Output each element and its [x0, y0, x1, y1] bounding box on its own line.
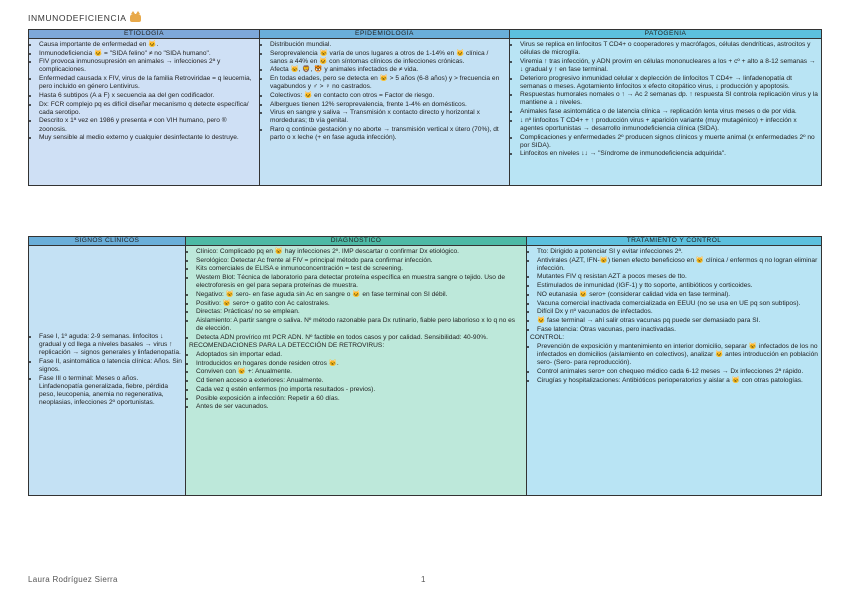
list-item: • Adoptados sin importar edad.	[196, 351, 523, 359]
list-item: • Seroprevalencia 🐱 varía de unos lugares a otros de 1-14% en 🐱 clínica / sanos a 44% en 🐱 con síntomas clínicos de infecciones crónicas.	[270, 50, 506, 66]
list-item: • Inmunodeficiencia 🐱 = "SIDA felino" ≠ no "SIDA humano".	[39, 50, 256, 58]
list-item: • NO eutanasia 🐱 sero+ (considerar calidad vida en fase terminal).	[537, 291, 818, 299]
list-item: • Prevención de exposición y mantenimiento en interior domicilio, separar 🐱 infectados de los no infectados en domicilios (aislamiento en colectivos), analizar 🐱 antes introducción en población sero- (Sero- para reproducción).	[537, 343, 818, 367]
header-diagnostico: DIAGNÓSTICO	[186, 237, 527, 246]
page-title: INMUNODEFICIENCIA	[28, 13, 142, 23]
table-clinical	[28, 236, 822, 496]
list-item: • Mutantes FIV q resistan AZT a pocos meses de tto.	[537, 273, 818, 281]
list-item: • En todas edades, pero se detecta en 🐱 > 5 años (6-8 años) y > frecuencia en vagabundos y ♂ > ♀ no castrados.	[270, 75, 506, 91]
list-item: • Fase II, asintomática o latencia clínica: Años. Sin signos.	[39, 358, 182, 374]
list-item: • Detecta ADN provírico mt PCR ADN. Nº factible en todos casos y por calidad. Sensibilidad: 40-90%.	[196, 334, 523, 342]
list-item: • Aislamiento: A partir sangre o saliva. Nº método razonable para Dx rutinario, fiable pero laborioso x lo q no es de elección.	[196, 317, 523, 333]
list-item: • Colectivos: 🐱 en contacto con otros = Factor de riesgo.	[270, 92, 506, 100]
list-item: • Cada vez q estén enfermos (no importa resultados - previos).	[196, 386, 523, 394]
list-item: • Enfermedad causada x FIV, virus de la familia Retroviridae = q leucemia, pero incluido en género Lentivirus.	[39, 75, 256, 91]
cell-epidemiologia	[260, 39, 510, 186]
table-overview	[28, 29, 822, 186]
header-patogenia: PATOGENIA	[510, 30, 822, 39]
list-item: • Virus se replica en linfocitos T CD4+ o cooperadores y macrófagos, células dendríticas, astrocitos y células de microglía.	[520, 41, 818, 57]
list-item: • FIV provoca inmunosupresión en animales → infecciones 2ª y complicaciones.	[39, 58, 256, 74]
list-item: • Causa importante de enfermedad en 🐱.	[39, 41, 256, 49]
list-item: • ↓ nº linfocitos T CD4+ + ↑ producción virus + aparición variante (muy mutagénico) + infección x agentes oportunistas → desarrollo inmunodeficiencia clínica (SIDA).	[520, 117, 818, 133]
list-item: • Respuestas humorales nomales o ↑ → Ac 2 semanas dp. ↑ respuesta SI controla replicación virus y la mantiene a ↓ niveles.	[520, 91, 818, 107]
list-item: • Raro q continúe gestación y no aborte → transmisión vertical x útero (70%), dt parto o x leche (+ en fase aguda infección).	[270, 126, 506, 142]
list-item: • Negativo: 🐱 sero- en fase aguda sin Ac en sangre o 🐱 en fase terminal con SI débil.	[196, 291, 523, 299]
header-signos: SIGNOS CLÍNICOS	[29, 237, 186, 246]
list-item: • Fase latencia: Otras vacunas, pero inactivadas.	[537, 326, 818, 334]
list-item: • Positivo: 🐱 sero+ o gatito con Ac calostrales.	[196, 300, 523, 308]
list-item: • Complicaciones y enfermedades 2º producen signos clínicos y muerte animal (x enfermedades 2º no por SIDA).	[520, 134, 818, 150]
list-item: • Deterioro progresivo inmunidad celular x deplección de linfocitos T CD4+ → linfadenopatía dt semanas o meses. Agotamiento linfocitos x efecto citopático virus, ↓ producción y apoptosis.	[520, 75, 818, 91]
list-item: • Viremia ↑ tras infección, y ADN provirn en células mononucleares a los + cº + alto a 8-12 semanas → ↓ gradual y ↑ en fase terminal.	[520, 58, 818, 74]
cell-diagnostico	[186, 246, 527, 496]
header-epidemiologia: EPIDEMIOLOGÍA	[260, 30, 510, 39]
list-item: • 🐱 fase terminal → ahí salir otras vacunas pq puede ser demasiado para SI.	[537, 317, 818, 325]
list-item: • Albergues tienen 12% seroprevalencia, frente 1-4% en domésticos.	[270, 101, 506, 109]
list-item: • Serológico: Detectar Ac frente al FIV = principal método para confirmar infección.	[196, 257, 523, 265]
list-item: RECOMENDACIONES PARA LA DETECCIÓN DE RETROVIRUS:	[189, 342, 385, 350]
cat-icon	[130, 14, 141, 22]
list-item: • Posible exposición a infección: Repetir a 60 días.	[196, 395, 523, 403]
list-item: • Cirugías y hospitalizaciones: Antibióticos perioperatorios y aislar a 🐱 con otras patologías.	[537, 377, 818, 385]
list-item: • Kits comerciales de ELISA e inmunoconcentración = test de screening.	[196, 265, 523, 273]
cell-tratamiento	[527, 246, 822, 496]
list-item: • Fase I, 1º aguda: 2-9 semanas. linfocitos ↓ gradual y cd llega a niveles basales → virus ↑ replicación → signos generales y linfadenopatía.	[39, 333, 182, 357]
cell-patogenia	[510, 39, 822, 186]
list-item: • Distribución mundial.	[270, 41, 506, 49]
list-item: • Clínico: Complicado pq en 🐱 hay infecciones 2º. IMP descartar o confirmar Dx etiológico.	[196, 248, 523, 256]
list-item: • Conviven con 🐱 +: Anualmente.	[196, 368, 523, 376]
list-item: • Cd tienen acceso a exteriores: Anualmente.	[196, 377, 523, 385]
list-item: • Western Blot: Técnica de laboratorio para detectar proteína específica en muestra sangre o tejido. Uso de electroforesis en gel para separa proteínas de muestra.	[196, 274, 523, 290]
list-item: • Afecta 🐱, 🦁, 🐯 y animales infectados de ≠ vida.	[270, 66, 506, 74]
list-item: • Antivirales (AZT, IFN-🐱) tienen efecto beneficioso en 🐱 clínica / enfermos q no logran eliminar infección.	[537, 257, 818, 273]
cell-signos	[29, 246, 186, 496]
list-item: • Virus en sangre y saliva → Transmisión x contacto directo y horizontal x mordeduras; tb vía genital.	[270, 109, 506, 125]
list-item: • Fase III o terminal: Meses o años. Linfadenopatía generalizada, fiebre, pérdida peso, leucopenia, anemia no regenerativa, neoplasias, infecciones 2º oportunistas.	[39, 375, 182, 407]
list-item: • Muy sensible al medio externo y cualquier desinfectante lo destruye.	[39, 134, 256, 142]
list-item: • Hasta 6 subtipos (A a F) x secuencia aa del gen codificador.	[39, 92, 256, 100]
header-tratamiento: TRATAMIENTO Y CONTROL	[527, 237, 822, 246]
list-item: • Estimulados de inmunidad (IGF-1) y tto soporte, antibióticos y corticoides.	[537, 282, 818, 290]
list-item: • Antes de ser vacunados.	[196, 403, 523, 411]
list-item: • Dx: FCR complejo pq es difícil diseñar mecanismo q detecte específica/ cada serotipo.	[39, 101, 256, 117]
list-item: • Linfocitos en niveles ↓↓ → "Síndrome de inmunodeficiencia adquirida".	[520, 150, 818, 158]
list-item: CONTROL:	[530, 334, 565, 342]
list-item: • Tto: Dirigido a potenciar SI y evitar infecciones 2ª.	[537, 248, 818, 256]
footer-author: Laura Rodríguez Sierra	[28, 575, 118, 584]
list-item: • Vacuna comercial inactivada comercializada en EEUU (no se usa en UE pq son subtipos).	[537, 300, 818, 308]
header-etiologia: ETIOLOGÍA	[29, 30, 260, 39]
list-item: • Control animales sero+ con chequeo médico cada 6-12 meses → Dx infecciones 2ª rápido.	[537, 368, 818, 376]
cell-etiologia	[29, 39, 260, 186]
list-item: • Animales fase asintomática o de latencia clínica → replicación lenta virus meses o de por vida.	[520, 108, 818, 116]
list-item: • Difícil Dx y nº vacunados de infectados.	[537, 308, 818, 316]
list-item: • Introducidos en hogares donde residen otros 🐱.	[196, 360, 523, 368]
list-item: • Directas: Prácticas/ no se emplean.	[196, 308, 523, 316]
list-item: • Descrito x 1ª vez en 1986 y presenta ≠ con VIH humano, pero ® zoonosis.	[39, 117, 256, 133]
footer-page-number: 1	[421, 575, 426, 584]
